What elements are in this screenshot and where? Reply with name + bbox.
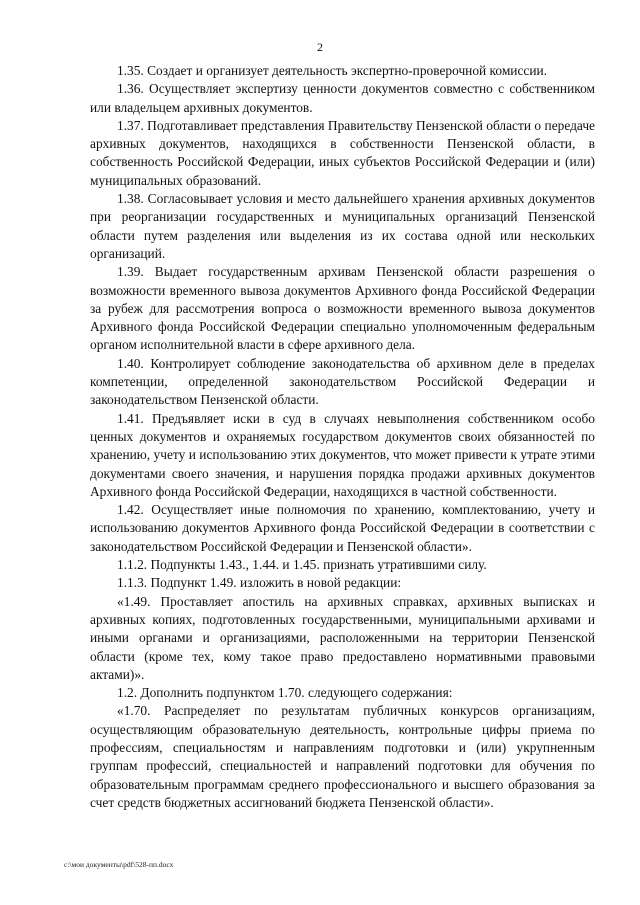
footer-file-path: c:\мои документы\pdf\528-пп.docx	[64, 860, 174, 869]
paragraph-1-49: «1.49. Проставляет апостиль на архивных справках, архивных выписках и архивных копиях, подготовленных государственными, муниципальными архивами и иными органами и организациями, расположенными на территории Пензенской области (кроме тех, кому такое право предоставлено нормативными правовыми актами)».	[90, 593, 595, 682]
paragraph-1-35: 1.35. Создает и организует деятельность экспертно-проверочной комиссии.	[117, 63, 548, 78]
paragraph-1-38: 1.38. Согласовывает условия и место дальнейшего хранения архивных документов при реорганизации государственных и муниципальных организаций Пензенской области путем разделения или выделения из их состава одной или нескольких организаций.	[90, 191, 595, 261]
paragraph-1-41: 1.41. Предъявляет иски в суд в случаях невыполнения собственником особо ценных документов и охраняемых государством документов своих обязанностей по хранению, учету и использованию этих документов, что может привести к утрате этими документами своего значения, и нарушения порядка продажи архивных документов Архивного фонда Российской Федерации, находящихся в частной собственности.	[90, 410, 595, 499]
paragraph-1-1-2: 1.1.2. Подпункты 1.43., 1.44. и 1.45. признать утратившими силу.	[117, 557, 487, 573]
paragraph-1-42: 1.42. Осуществляет иные полномочия по хранению, комплектованию, учету и использованию документов Архивного фонда Российской Федерации в соответствии с законодательством Российской Федерации и Пензенской области».	[90, 502, 595, 554]
paragraph-1-40: 1.40. Контролирует соблюдение законодательства об архивном деле в пределах компетенции, определенной законодательством Российской Федерации и законодательством Пензенской области.	[90, 355, 595, 408]
paragraph-1-2: 1.2. Дополнить подпунктом 1.70. следующего содержания:	[117, 685, 453, 701]
paragraph-1-39: 1.39. Выдает государственным архивам Пензенской области разрешения о возможности временного вывоза документов Архивного фонда Российской Федерации за рубеж для рассмотрения вопроса о возможности временного вывоза документов Архивного фонда Российской Федерации специально уполномоченным федеральным органом исполнительной власти в сфере архивного дела.	[90, 264, 595, 353]
paragraph-1-36: 1.36. Осуществляет экспертизу ценности документов совместно с собственником или владельцем архивных документов.	[90, 81, 595, 115]
page-number: 2	[317, 40, 323, 54]
document-body	[90, 62, 595, 812]
paragraph-1-1-3: 1.1.3. Подпункт 1.49. изложить в новой редакции:	[117, 575, 402, 591]
paragraph-1-37: 1.37. Подготавливает представления Правительству Пензенской области о передаче архивных документов, находящихся в собственности Пензенской области, в собственность Российской Федерации, иных субъектов Российской Федерации и (или) муниципальных образований.	[90, 117, 595, 188]
paragraph-1-70: «1.70. Распределяет по результатам публичных конкурсов организациям, осуществляющим образовательную деятельность, контрольные цифры приема по профессиям, специальностям и направлениям подготовки и (или) укрупненным группам профессий, специальностей и направлений подготовки для обучения по образовательным программам среднего профессионального и высшего образования за счет средств бюджетных ассигнований бюджета Пензенской области».	[90, 703, 595, 810]
